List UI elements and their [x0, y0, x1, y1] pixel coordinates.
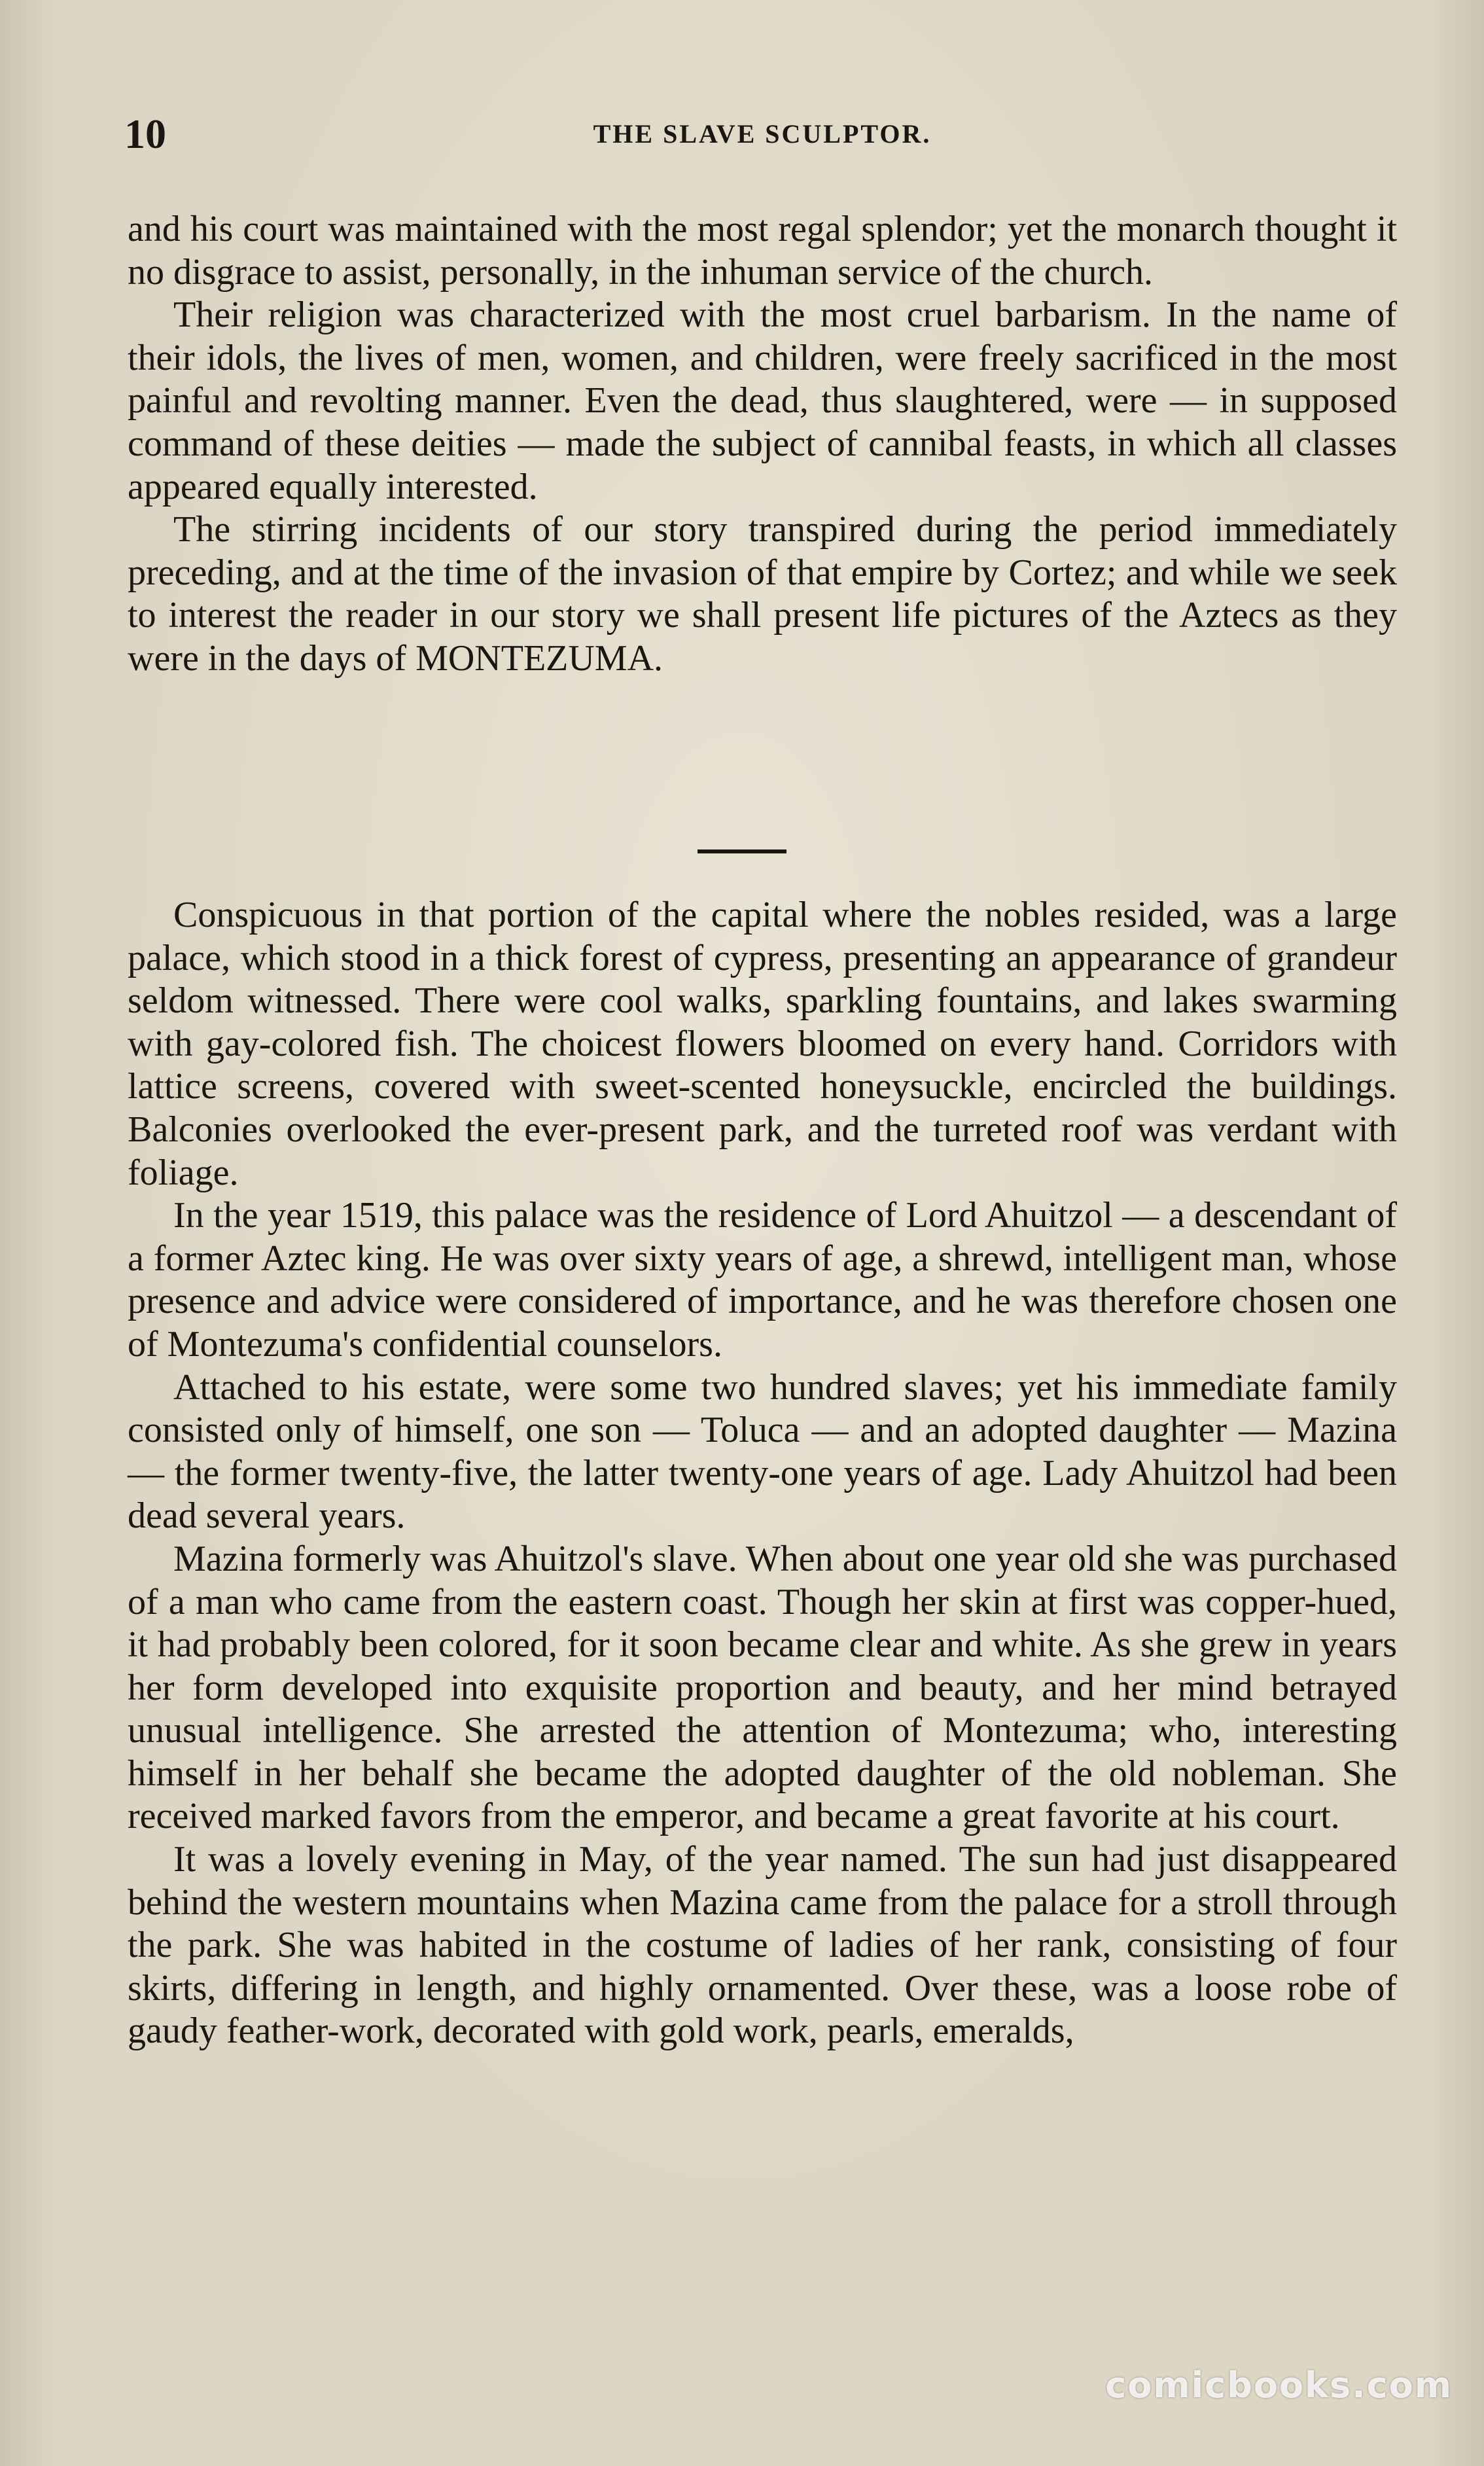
paragraph: Their religion was characterized with the most cruel barbarism. In the name of their idols, the lives of men, women, and children, were freely sacrificed in the most painful and revolting manner. Even the dead, thus slaughtered, were — in supposed command of these deities — made the subject of cannibal feasts, in which all classes appeared equally interested. [128, 295, 1397, 507]
watermark: comicbooks.com [1105, 2365, 1453, 2406]
paragraph: Mazina formerly was Ahuitzol's slave. When about one year old she was purchased of a man who came from the eastern coast. Though her skin at first was copper-hued, it had probably been colored, for it soon became clear and white. As she grew in years her form developed into exquisite proportion and beauty, and her mind betrayed unusual intelligence. She arrested the attention of Montezuma; who, interesting himself in her behalf she became the adopted daughter of the old nobleman. She received marked favors from the emperor, and became a great favorite at his court. [128, 1538, 1397, 1837]
page-number: 10 [124, 111, 166, 157]
paragraph: It was a lovely evening in May, of the year named. The sun had just disappeared behind the western mountains when Mazina came from the palace for a stroll through the park. She was habited in the costume of ladies of her rank, consisting of four skirts, differing in length, and highly ornamented. Over these, was a loose robe of gaudy feather-work, decorated with gold work, pearls, emeralds, [128, 1839, 1397, 2052]
paragraph: In the year 1519, this palace was the residence of Lord Ahuitzol — a descendant of a former Aztec king. He was over sixty years of age, a shrewd, intelligent man, whose presence and advice were considered of importance, and he was therefore chosen one of Montezuma's confidential counselors. [128, 1195, 1397, 1365]
running-head: THE SLAVE SCULPTOR. [593, 119, 932, 149]
text-section-1 [128, 208, 1397, 681]
paragraph: Conspicuous in that portion of the capital where the nobles resided, was a large palace, which stood in a thick forest of cypress, presenting an appearance of grandeur seldom witnessed. There were cool walks, sparkling fountains, and lakes swarming with gay-colored fish. The choicest flowers bloomed on every hand. Corridors with lattice screens, covered with sweet-scented honeysuckle, encircled the buildings. Balconies overlooked the ever-present park, and the turreted roof was verdant with foliage. [128, 895, 1397, 1193]
text-section-2 [128, 894, 1397, 2053]
paragraph: Attached to his estate, were some two hundred slaves; yet his immediate family consisted only of himself, one son — Toluca — and an adopted daughter — Mazina — the former twenty-five, the latter twenty-one years of age. Lady Ahuitzol had been dead several years. [128, 1367, 1397, 1537]
section-divider [698, 849, 786, 853]
page-header [124, 105, 1400, 164]
paragraph: and his court was maintained with the most regal splendor; yet the monarch thought it no disgrace to assist, personally, in the inhuman service of the church. [128, 209, 1397, 293]
paragraph: The stirring incidents of our story transpired during the period immediately preceding, and at the time of the invasion of that empire by Cortez; and while we seek to interest the reader in our story we shall present life pictures of the Aztecs as they were in the days of MONTEZUMA. [128, 509, 1397, 679]
